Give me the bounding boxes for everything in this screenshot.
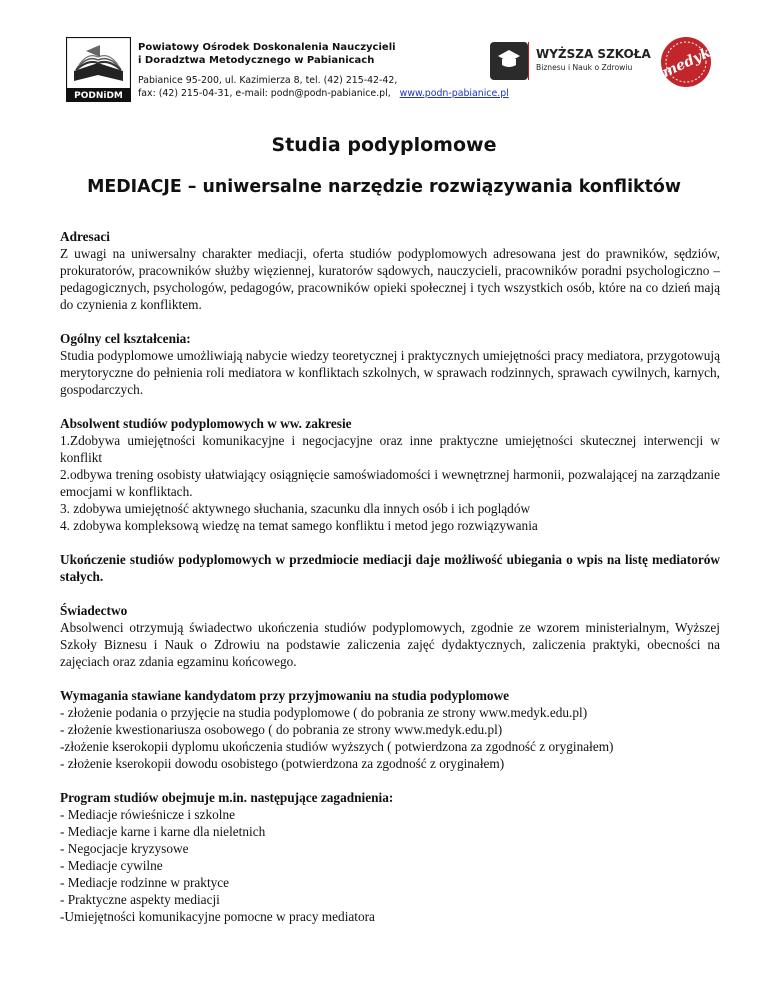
section-text: Ukończenie studiów podyplomowych w przedmiocie mediacji daje możliwość ubiegania o wpis na listę mediatorów stałych. xyxy=(60,552,720,584)
list-item: - Negocjacje kryzysowe xyxy=(60,841,189,856)
page-subtitle: MEDIACJE – uniwersalne narzędzie rozwiązywania konfliktów xyxy=(87,177,681,197)
section-text: Absolwenci otrzymują świadectwo ukończenia studiów podyplomowych, zgodnie ze wzorem ministerialnym, Wyższej Szkoły Biznesu i Nauk o Zdrowiu na podstawie zaliczenia zajęć dydaktycznych, zaliczenia praktyki, obecności na zajęciach oraz zdania egzaminu końcowego. xyxy=(60,620,720,669)
section-heading: Absolwent studiów podyplomowych w ww. zakresie xyxy=(60,416,352,431)
section-cel xyxy=(60,330,720,398)
list-item: - Praktyczne aspekty mediacji xyxy=(60,892,220,907)
list-item: -złożenie kserokopii dyplomu ukończenia studiów wyższych ( potwierdzona za zgodność z oryginałem) xyxy=(60,739,614,754)
list-item: - Mediacje rówieśnicze i szkolne xyxy=(60,807,236,822)
organization-name xyxy=(138,41,458,67)
list-item: -Umiejętności komunikacyjne pomocne w pracy mediatora xyxy=(60,909,375,924)
section-swiadectwo xyxy=(60,602,720,670)
section-heading: Świadectwo xyxy=(60,603,128,618)
list-item: - Mediacje karne i karne dla nieletnich xyxy=(60,824,266,839)
wyzsza-szkola-logo xyxy=(488,34,718,94)
section-absolwent xyxy=(60,415,720,534)
section-heading: Program studiów obejmuje m.in. następujące zagadnienia: xyxy=(60,790,394,805)
section-heading: Wymagania stawiane kandydatom przy przyjmowaniu na studia podyplomowe xyxy=(60,688,510,703)
podn-logo-text: PODNiDM xyxy=(74,91,123,101)
list-item: - złożenie podania o przyjęcie na studia podyplomowe ( do pobrania ze strony www.medyk.edu.pl) xyxy=(60,705,588,720)
list-item: 2.odbywa trening osobisty ułatwiający osiągnięcie samoświadomości i wewnętrznej harmonii, pozwalającej na zarządzanie emocjami w konfliktach. xyxy=(60,467,720,499)
letterhead xyxy=(0,0,768,112)
section-heading: Ogólny cel kształcenia: xyxy=(60,331,191,346)
website-link[interactable]: www.podn-pabianice.pl xyxy=(399,87,509,99)
ws-logo-line-1: WYŻSZA SZKOŁA xyxy=(536,47,651,61)
section-wymagania xyxy=(60,687,720,772)
list-item: 1.Zdobywa umiejętności komunikacyjne i negocjacyjne oraz inne praktyczne umiejętności skutecznej interwencji w konflikt xyxy=(60,433,720,465)
section-program xyxy=(60,789,720,925)
podn-logo xyxy=(66,37,131,102)
section-ukonczenie xyxy=(60,551,720,585)
address-contact: fax: (42) 215-04-31, e-mail: podn@podn-pabianice.pl, xyxy=(138,87,391,99)
list-item: - Mediacje rodzinne w praktyce xyxy=(60,875,230,890)
org-name-line-1: Powiatowy Ośrodek Doskonalenia Nauczycieli xyxy=(138,42,396,53)
section-heading: Adresaci xyxy=(60,229,110,244)
list-item: 3. zdobywa umiejętność aktywnego słuchania, szacunku dla innych osób i ich poglądów xyxy=(60,501,531,516)
section-text: Z uwagi na uniwersalny charakter mediacji, oferta studiów podyplomowych adresowana jest do prawników, sędziów, prokuratorów, pracowników służby więziennej, kuratorów sądowych, nauczycieli, pracowników poradni psychologiczno – pedagogicznych, psychologów, pedagogów, pracowników opieki społecznej i tych wszystkich osób, które na co dzień mają do czynienia z konfliktem. xyxy=(60,246,720,312)
page-title: Studia podyplomowe xyxy=(271,134,497,156)
medyk-badge-text: medyk xyxy=(659,44,714,82)
list-item: 4. zdobywa kompleksową wiedzę na temat samego konfliktu i metod jego rozwiązywania xyxy=(60,518,538,533)
list-item: - złożenie kwestionariusza osobowego ( do pobrania ze strony www.medyk.edu.pl) xyxy=(60,722,503,737)
list-item: - Mediacje cywilne xyxy=(60,858,163,873)
list-item: - złożenie kserokopii dowodu osobistego (potwierdzona za zgodność z oryginałem) xyxy=(60,756,505,771)
section-text: Studia podyplomowe umożliwiają nabycie wiedzy teoretycznej i praktycznych umiejętności pracy mediatora, przygotowują merytoryczne do pełnienia roli mediatora w konfliktach szkolnych, w sprawach rodzinnych, sprawach cywilnych, karnych, gospodarczych. xyxy=(60,348,720,397)
ws-logo-line-2: Biznesu i Nauk o Zdrowiu xyxy=(536,63,633,72)
section-adresaci xyxy=(60,228,720,313)
address-line-1: Pabianice 95-200, ul. Kazimierza 8, tel. (42) 215-42-42, xyxy=(138,75,398,86)
org-name-line-2: i Doradztwa Metodycznego w Pabianicach xyxy=(138,55,375,66)
document-body xyxy=(60,228,720,942)
